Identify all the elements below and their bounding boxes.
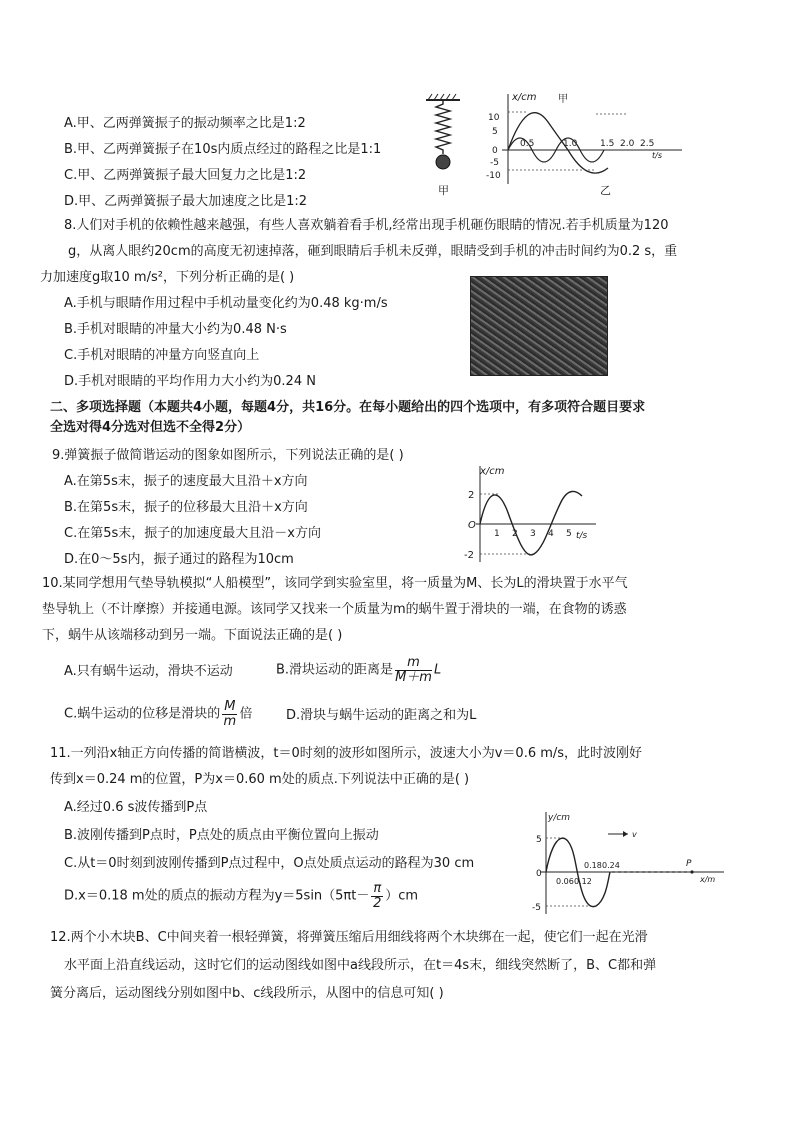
q11-option-a: A.经过0.6 s波传播到P点 bbox=[64, 800, 208, 815]
q7-series-label: 甲 bbox=[558, 94, 568, 105]
q11-xlabel: x/m bbox=[700, 875, 716, 884]
q11-ytick: 0 bbox=[536, 869, 542, 879]
q9-xtick: 5 bbox=[566, 529, 572, 539]
q11-option-d bbox=[64, 882, 418, 910]
q7-ytick: 10 bbox=[488, 113, 500, 123]
q7-xtick: 0.5 bbox=[520, 139, 535, 149]
q11-xtick: 0.24 bbox=[602, 861, 620, 870]
q7-ytick: 5 bbox=[492, 127, 498, 137]
q10-option-b-text: B.滑块运动的距离是 bbox=[276, 662, 394, 678]
q8-stem-line2: g，从离人眼约20cm的高度无初速掉落，砸到眼睛后手机未反弹，眼睛受到手机的冲击时间约为0.2 s，重 bbox=[68, 244, 678, 259]
q10-option-c bbox=[64, 700, 252, 728]
section2-heading-line2: 全选对得4分选对但选不全得2分） bbox=[50, 420, 251, 435]
q12-stem-line1: 12.两个小木块B、C中间夹着一根轻弹簧，将弹簧压缩后用细线将两个木块绑在一起，使它们一起在光滑 bbox=[50, 930, 648, 945]
q9-xtick: 2 bbox=[512, 529, 518, 539]
q9-option-d: D.在0～5s内，振子通过的路程为10cm bbox=[64, 552, 294, 567]
q10-option-c-suffix: 倍 bbox=[239, 706, 253, 722]
fraction-numerator: m bbox=[395, 656, 432, 671]
q7-option-d: D.甲、乙两弹簧振子最大加速度之比是1:2 bbox=[64, 194, 308, 209]
q11-xtick: 0.06 bbox=[556, 877, 574, 886]
q11-ytick: -5 bbox=[532, 903, 541, 913]
fraction-denominator: 2 bbox=[373, 895, 382, 911]
q7-ytick: -10 bbox=[486, 171, 501, 181]
q10-stem-line3: 下，蜗牛从该端移动到另一端。下面说法正确的是( ) bbox=[42, 628, 343, 643]
fraction-numerator: π bbox=[373, 881, 382, 896]
q10-option-b-fraction bbox=[395, 656, 432, 684]
q11-stem-line1: 11.一列沿x轴正方向传播的简谐横波，t＝0时刻的波形如图所示，波速大小为v＝0.6 m/s，此时波刚好 bbox=[50, 746, 643, 761]
q11-ytick: 5 bbox=[536, 835, 542, 845]
q9-option-c: C.在第5s末，振子的加速度最大且沿－x方向 bbox=[64, 526, 321, 541]
q7-ylabel: x/cm bbox=[512, 92, 537, 103]
section2-heading-line1: 二、多项选择题（本题共4小题，每题4分，共16分。在每小题给出的四个选项中，有多项符合题目要求 bbox=[50, 400, 646, 415]
phone-on-face-photo bbox=[470, 276, 608, 376]
q8-stem-line1: 8.人们对手机的依赖性越来越强，有些人喜欢躺着看手机,经常出现手机砸伤眼睛的情况.若手机质量为120 bbox=[64, 218, 669, 233]
q9-curve bbox=[480, 491, 582, 554]
q9-ytick: -2 bbox=[464, 550, 474, 561]
fraction-numerator: M bbox=[224, 699, 236, 714]
fraction-denominator: m bbox=[223, 713, 237, 729]
q10-stem-line1: 10.某同学想用气垫导轨模拟“人船模型”，该同学到实验室里，将一质量为M、长为L的滑块置于水平气 bbox=[42, 576, 628, 591]
q7-xtick: 1.5 bbox=[600, 139, 615, 149]
q11-option-d-text: D.x＝0.18 m处的质点的振动方程为y＝5sin（5πt－ bbox=[64, 888, 370, 904]
q10-option-b-suffix: L bbox=[433, 662, 442, 678]
q11-xtick: 0.12 bbox=[574, 877, 592, 886]
q11-figure bbox=[528, 808, 728, 918]
q9-ytick: 2 bbox=[468, 490, 475, 501]
q10-option-b bbox=[276, 656, 441, 684]
q11-arrow-label: v bbox=[632, 830, 637, 839]
q10-stem-line2: 垫导轨上（不计摩擦）并接通电源。该同学又找来一个质量为m的蜗牛置于滑块的一端，在食物的诱惑 bbox=[42, 602, 627, 617]
q8-option-d: D.手机对眼睛的平均作用力大小约为0.24 N bbox=[64, 374, 316, 389]
q9-ytick: O bbox=[468, 520, 476, 531]
q7-option-b: B.甲、乙两弹簧振子在10s内质点经过的路程之比是1:1 bbox=[64, 142, 382, 157]
spring-coil bbox=[436, 100, 450, 154]
q7-option-a: A.甲、乙两弹簧振子的振动频率之比是1:2 bbox=[64, 116, 306, 131]
q7-xtick: 1.0 bbox=[563, 139, 578, 149]
q9-stem: 9.弹簧振子做简谐运动的图象如图所示，下列说法正确的是( ) bbox=[52, 448, 404, 463]
q11-option-d-fraction bbox=[371, 882, 383, 910]
q7-right-caption: 乙 bbox=[600, 184, 611, 197]
q7-option-c: C.甲、乙两弹簧振子最大回复力之比是1:2 bbox=[64, 168, 307, 183]
q7-xtick: 2.5 bbox=[640, 139, 655, 149]
q7-figure bbox=[420, 88, 690, 206]
q9-xtick: 1 bbox=[494, 529, 500, 539]
q8-stem-line3: 力加速度g取10 m/s²，下列分析正确的是( ) bbox=[40, 270, 295, 285]
q7-ytick: 0 bbox=[492, 146, 498, 156]
fraction-denominator: M＋m bbox=[395, 669, 432, 685]
q9-option-a: A.在第5s末，振子的速度最大且沿＋x方向 bbox=[64, 474, 308, 489]
q12-stem-line2: 水平面上沿直线运动，这时它们的运动图线如图中a线段所示，在t＝4s末，细线突然断了，B、C都和弹 bbox=[64, 958, 657, 973]
q9-xtick: 3 bbox=[530, 529, 536, 539]
q9-option-b: B.在第5s末，振子的位移最大且沿＋x方向 bbox=[64, 500, 308, 515]
q7-xtick: 2.0 bbox=[620, 139, 635, 149]
q11-ylabel: y/cm bbox=[548, 813, 571, 823]
q7-ytick: -5 bbox=[490, 158, 499, 168]
q10-option-c-fraction bbox=[222, 700, 237, 728]
q11-xtick: 0.18 bbox=[584, 861, 602, 870]
oscillator-ball bbox=[436, 155, 450, 169]
q8-option-a: A.手机与眼睛作用过程中手机动量变化约为0.48 kg·m/s bbox=[64, 296, 388, 311]
q11-option-d-suffix: ）cm bbox=[385, 888, 419, 904]
point-p bbox=[690, 870, 693, 873]
q10-option-a: A.只有蜗牛运动，滑块不运动 bbox=[64, 664, 233, 679]
q11-option-b: B.波刚传播到P点时，P点处的质点由平衡位置向上振动 bbox=[64, 828, 379, 843]
q9-xlabel: t/s bbox=[576, 531, 588, 541]
q11-option-c: C.从t＝0时刻到波刚传播到P点过程中，O点处质点运动的路程为30 cm bbox=[64, 856, 475, 871]
q8-option-b: B.手机对眼睛的冲量大小约为0.48 N·s bbox=[64, 322, 287, 337]
q11-point-label: P bbox=[686, 859, 692, 869]
q9-ylabel: x/cm bbox=[480, 466, 505, 477]
q10-option-d: D.滑块与蜗牛运动的距离之和为L bbox=[286, 708, 477, 723]
q7-left-caption: 甲 bbox=[438, 184, 449, 197]
q12-stem-line3: 簧分离后，运动图线分别如图中b、c线段所示，从图中的信息可知( ) bbox=[50, 986, 444, 1001]
q9-xtick: 4 bbox=[548, 529, 554, 539]
q11-stem-line2: 传到x＝0.24 m的位置，P为x＝0.60 m处的质点.下列说法中正确的是( ) bbox=[50, 772, 470, 787]
q8-option-c: C.手机对眼睛的冲量方向竖直向上 bbox=[64, 348, 260, 363]
q9-figure bbox=[450, 462, 600, 566]
q7-xlabel: t/s bbox=[652, 151, 662, 160]
q10-option-c-text: C.蜗牛运动的位移是滑块的 bbox=[64, 706, 221, 722]
